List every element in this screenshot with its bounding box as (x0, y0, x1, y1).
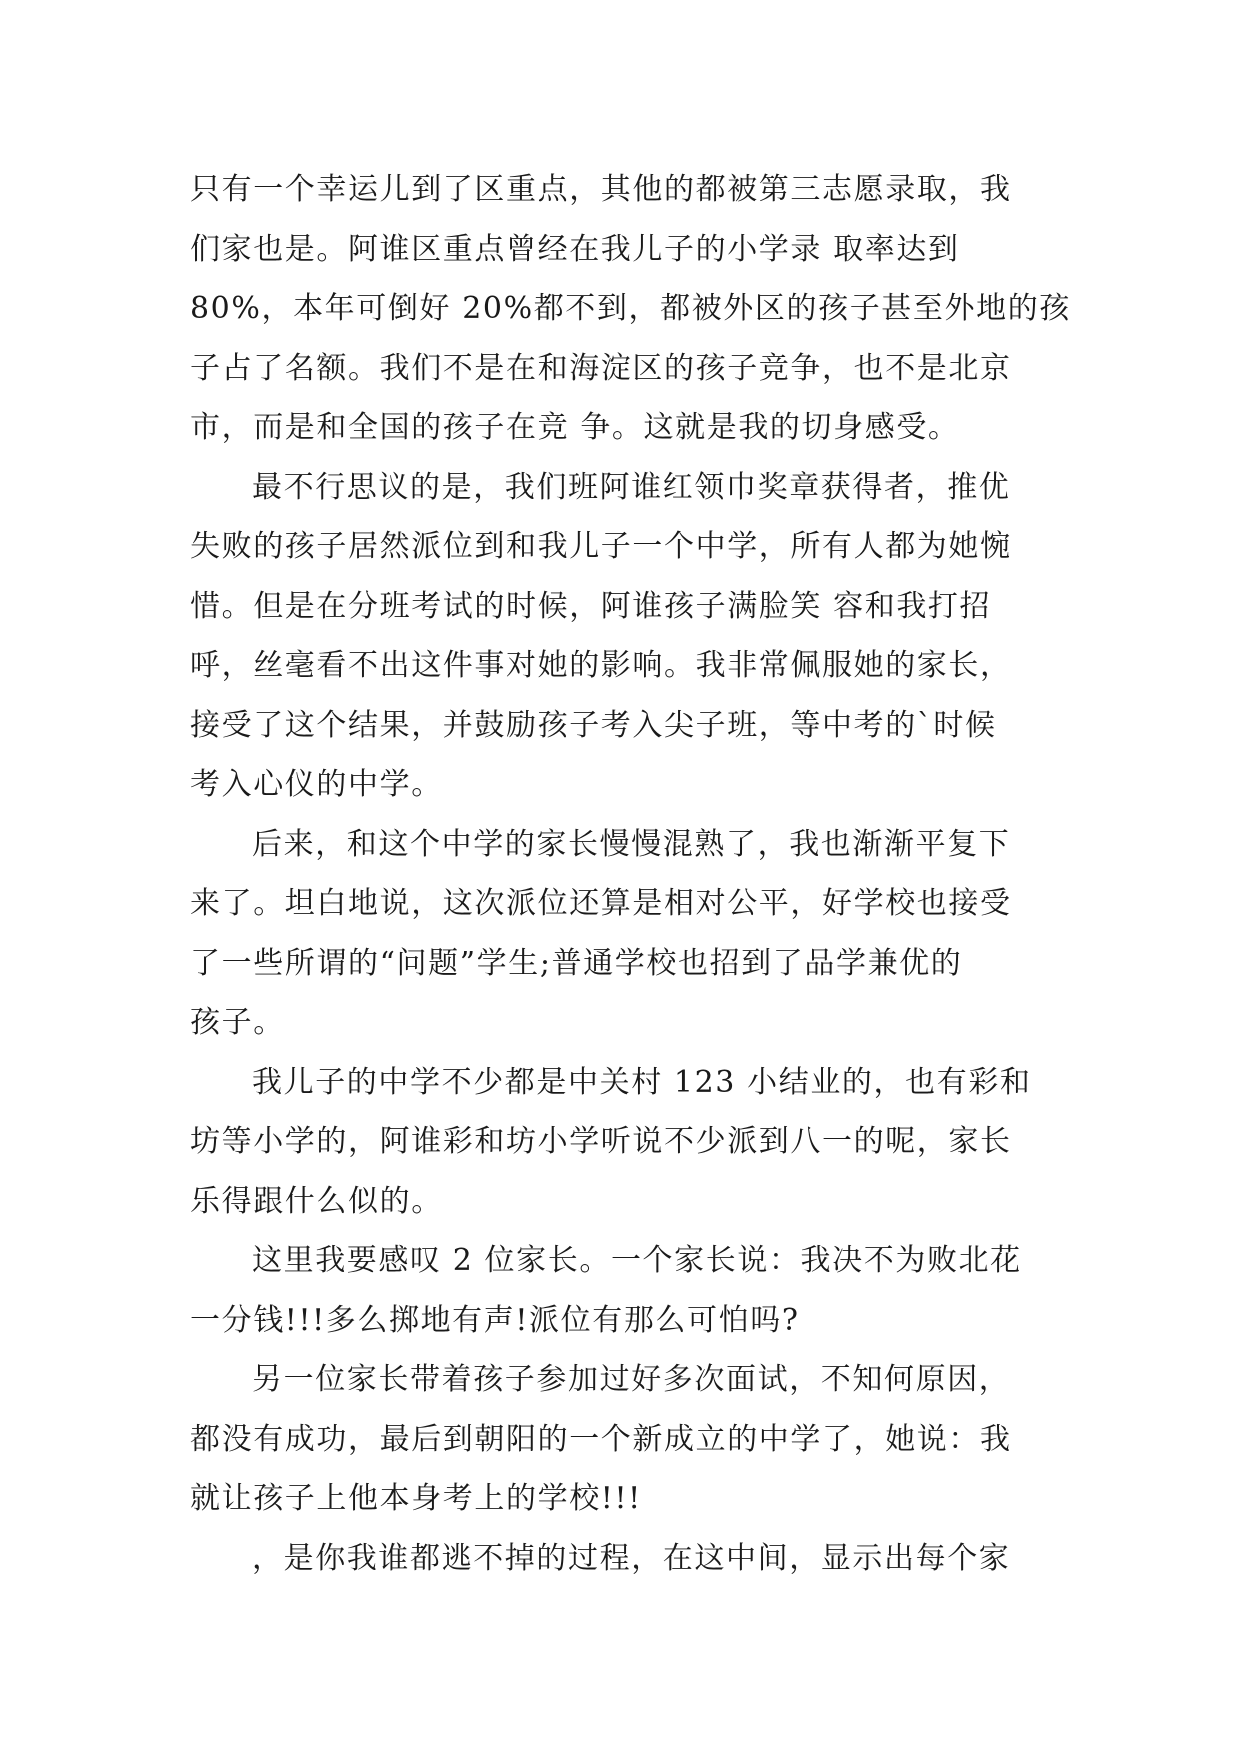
text-line: 后来，和这个中学的家长慢慢混熟了，我也渐渐平复下 (252, 826, 1011, 862)
text-line: 乐得跟什么似的。 (190, 1183, 443, 1219)
text-line: 坊等小学的，阿谁彩和坊小学听说不少派到八一的呢，家长 (190, 1124, 1012, 1159)
text-line: 来了。坦白地说，这次派位还算是相对公平，好学校也接受 (190, 886, 1012, 921)
text-line: 们家也是。阿谁区重点曾经在我儿子的小学录 取率达到 (190, 231, 960, 267)
text-line: 考入心仪的中学。 (190, 767, 443, 802)
text-line: 另一位家长带着孩子参加过好多次面试，不知何原因， (252, 1362, 1011, 1397)
document-body (190, 160, 1071, 1588)
text-line: ，是你我谁都逃不掉的过程，在这中间，显示出每个家 (252, 1540, 1011, 1576)
text-line: 就让孩子上他本身考上的学校!!! (190, 1481, 642, 1516)
text-line: 接受了这个结果，并鼓励孩子考入尖子班，等中考的`时候 (190, 707, 997, 743)
text-line: 了一些所谓的“问题”学生;普通学校也招到了品学兼优的 (190, 945, 963, 981)
text-line: 我儿子的中学不少都是中关村 123 小结业的，也有彩和 (252, 1064, 1032, 1100)
text-line: 子占了名额。我们不是在和海淀区的孩子竞争，也不是北京 (190, 350, 1012, 386)
text-line: 惜。但是在分班考试的时候，阿谁孩子满脸笑 容和我打招 (190, 588, 992, 624)
text-line: 一分钱!!!多么掷地有声!派位有那么可怕吗? (190, 1302, 800, 1338)
text-line: 失败的孩子居然派位到和我儿子一个中学，所有人都为她惋 (190, 529, 1012, 564)
text-line: 只有一个幸运儿到了区重点，其他的都被第三志愿录取，我 (190, 172, 1012, 207)
text-line: 孩子。 (190, 1005, 285, 1040)
text-line: 呼，丝毫看不出这件事对她的影响。我非常佩服她的家长， (190, 648, 1012, 683)
text-line: 80%，本年可倒好 20%都不到，都被外区的孩子甚至外地的孩 (190, 291, 1071, 326)
text-line: 最不行思议的是，我们班阿谁红领巾奖章获得者，推优 (252, 469, 1011, 505)
text-line: 市，而是和全国的孩子在竞 争。这就是我的切身感受。 (190, 410, 960, 445)
text-line: 都没有成功，最后到朝阳的一个新成立的中学了，她说：我 (190, 1421, 1012, 1457)
text-line: 这里我要感叹 2 位家长。一个家长说：我决不为败北花 (252, 1243, 1022, 1278)
